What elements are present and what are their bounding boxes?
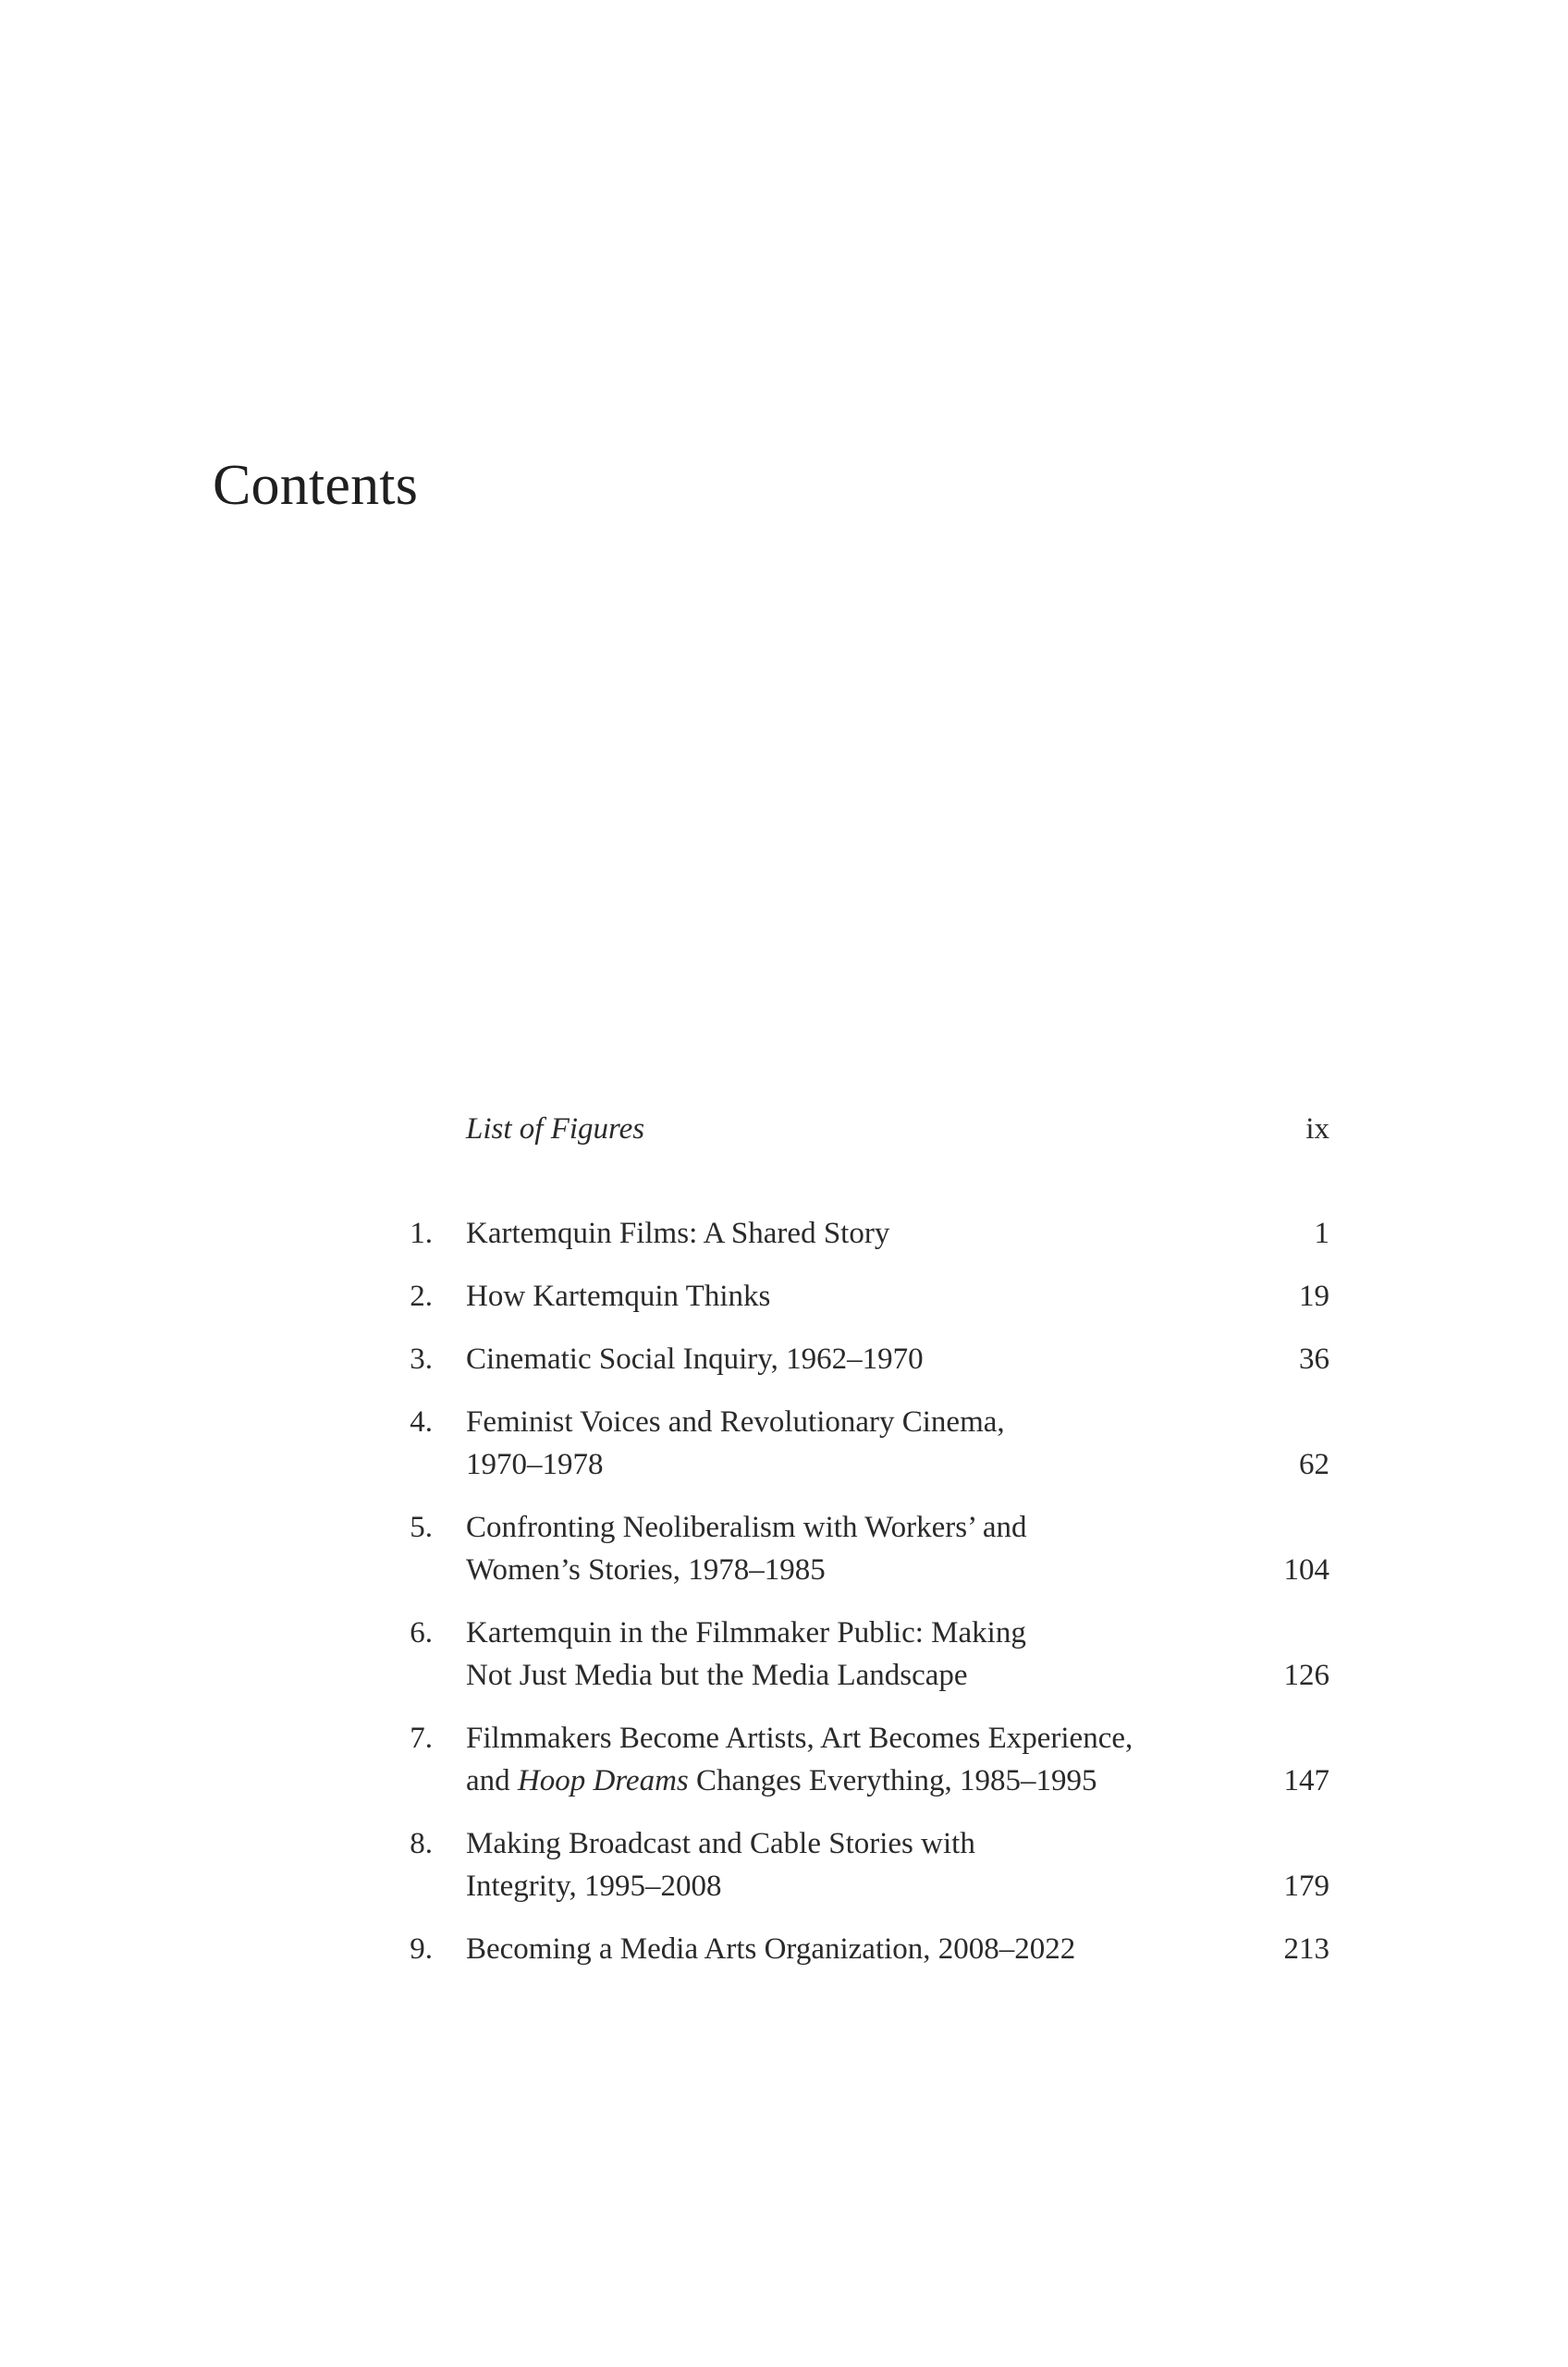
toc-entry-title-line: List of Figures bbox=[466, 1112, 645, 1146]
toc-entry-title-line: Cinematic Social Inquiry, 1962–1970 bbox=[466, 1343, 924, 1376]
toc-entry-chapter-3[interactable] bbox=[388, 1338, 1329, 1380]
toc-entry-title-line: Making Broadcast and Cable Stories with bbox=[466, 1827, 975, 1860]
toc-entry-title bbox=[466, 1275, 1228, 1318]
toc-entry-chapter-9[interactable] bbox=[388, 1928, 1329, 1970]
toc-entry-list-of-figures[interactable] bbox=[388, 1108, 1329, 1150]
toc-entry-title-line: Confronting Neoliberalism with Workers’ and bbox=[466, 1511, 1027, 1544]
toc-entry-title-line: Kartemquin Films: A Shared Story bbox=[466, 1217, 890, 1250]
toc-entry-number: 9. bbox=[410, 1932, 433, 1966]
toc-entry-title-line: Integrity, 1995–2008 bbox=[466, 1870, 722, 1903]
toc-entry-chapter-6[interactable] bbox=[388, 1612, 1329, 1697]
toc-entry-title bbox=[466, 1928, 1228, 1970]
toc-entry-title bbox=[466, 1506, 1228, 1591]
toc-entry-number: 2. bbox=[410, 1280, 433, 1313]
toc-entry-page: 1 bbox=[1314, 1217, 1329, 1250]
toc-entry-number: 8. bbox=[410, 1827, 433, 1860]
toc-entry-chapter-5[interactable] bbox=[388, 1506, 1329, 1591]
toc-entry-title-line: Becoming a Media Arts Organization, 2008–2022 bbox=[466, 1932, 1076, 1966]
toc-entry-title-line bbox=[466, 1760, 1228, 1802]
toc-entry-title bbox=[466, 1612, 1228, 1697]
toc-entry-page: ix bbox=[1305, 1112, 1329, 1146]
toc-entry-number: 6. bbox=[410, 1616, 433, 1650]
toc-entry-title bbox=[466, 1212, 1228, 1255]
toc-entry-title-line: Feminist Voices and Revolutionary Cinema, bbox=[466, 1405, 1005, 1439]
toc-entry-page: 179 bbox=[1283, 1870, 1329, 1903]
toc-entry-page: 147 bbox=[1283, 1764, 1329, 1797]
toc-entry-title bbox=[466, 1401, 1228, 1486]
toc-entry-number: 4. bbox=[410, 1405, 433, 1439]
table-of-contents bbox=[388, 1108, 1329, 1991]
toc-entry-chapter-4[interactable] bbox=[388, 1401, 1329, 1486]
toc-entry-chapter-1[interactable] bbox=[388, 1212, 1329, 1255]
toc-entry-number: 7. bbox=[410, 1722, 433, 1755]
film-title-italic: Hoop Dreams bbox=[517, 1764, 689, 1797]
toc-entry-number: 5. bbox=[410, 1511, 433, 1544]
toc-entry-title bbox=[466, 1822, 1228, 1907]
toc-entry-chapter-2[interactable] bbox=[388, 1275, 1329, 1318]
toc-entry-title-line: Kartemquin in the Filmmaker Public: Making bbox=[466, 1616, 1026, 1650]
toc-entry-number: 1. bbox=[410, 1217, 433, 1250]
toc-entry-title-line: Women’s Stories, 1978–1985 bbox=[466, 1553, 826, 1587]
toc-entry-page: 36 bbox=[1299, 1343, 1329, 1376]
toc-entry-title-line: Not Just Media but the Media Landscape bbox=[466, 1659, 968, 1692]
toc-entry-page: 126 bbox=[1283, 1659, 1329, 1692]
toc-entry-page: 213 bbox=[1283, 1932, 1329, 1966]
toc-entry-number: 3. bbox=[410, 1343, 433, 1376]
toc-entry-title-line: How Kartemquin Thinks bbox=[466, 1280, 771, 1313]
toc-entry-title bbox=[466, 1338, 1228, 1380]
page-title: Contents bbox=[213, 454, 419, 517]
toc-entry-title bbox=[466, 1108, 1228, 1150]
toc-entry-page: 62 bbox=[1299, 1448, 1329, 1481]
toc-entry-chapter-8[interactable] bbox=[388, 1822, 1329, 1907]
toc-entry-title-fragment: and bbox=[466, 1764, 510, 1797]
toc-entry-title-line: 1970–1978 bbox=[466, 1448, 604, 1481]
toc-entry-page: 104 bbox=[1283, 1553, 1329, 1587]
toc-entry-page: 19 bbox=[1299, 1280, 1329, 1313]
toc-entry-title bbox=[466, 1717, 1228, 1802]
toc-entry-title-line: Filmmakers Become Artists, Art Becomes Experience, bbox=[466, 1722, 1133, 1755]
toc-entry-title-fragment: Changes Everything, 1985–1995 bbox=[696, 1764, 1097, 1797]
toc-entry-chapter-7[interactable] bbox=[388, 1717, 1329, 1802]
